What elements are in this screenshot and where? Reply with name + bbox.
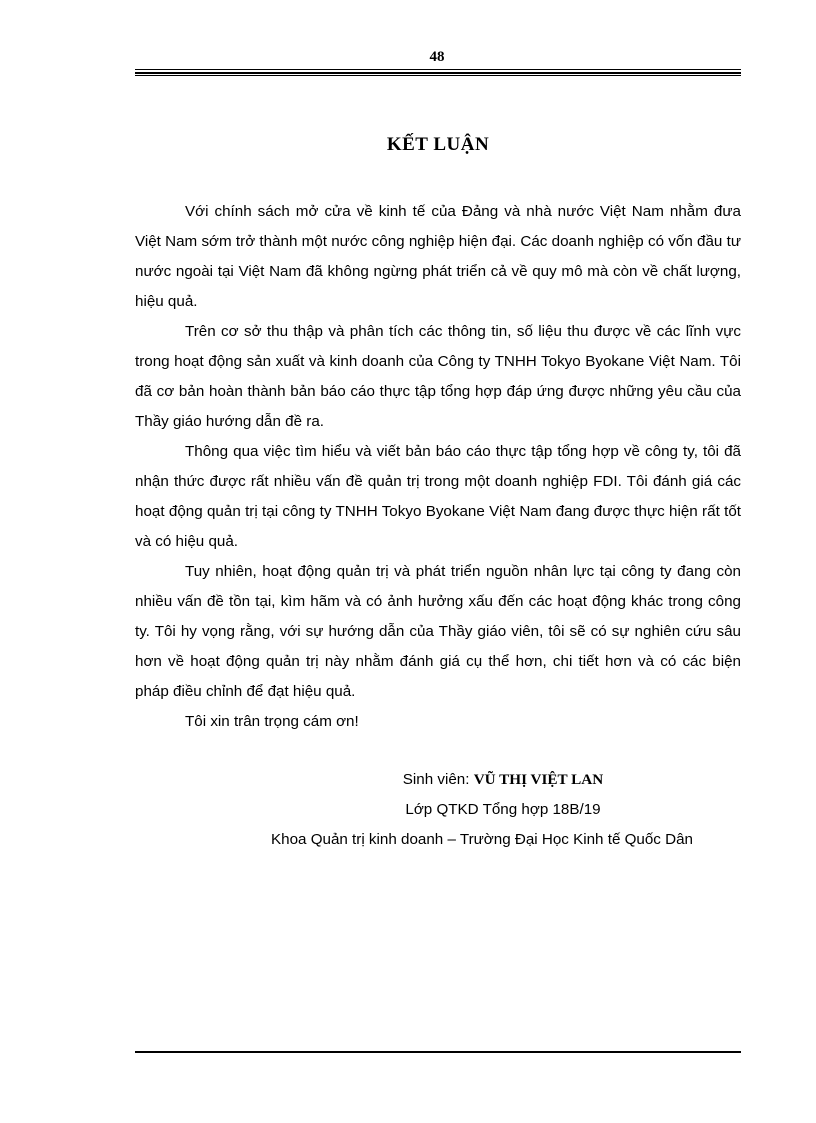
footer-rule <box>135 1051 741 1053</box>
signature-student-line <box>135 765 741 795</box>
header-rule-bottom <box>135 75 741 76</box>
paragraph-3: Thông qua việc tìm hiểu và viết bản báo cáo thực tập tổng hợp về công ty, tôi đã nhận thức được rất nhiều vấn đề quản trị trong một doanh nghiệp FDI. Tôi đánh giá các hoạt động quản trị tại công ty TNHH Tokyo Byokane Việt Nam đang được thực hiện rất tốt và có hiệu quả. <box>135 443 741 550</box>
paragraph-4: Tuy nhiên, hoạt động quản trị và phát triển nguồn nhân lực tại công ty đang còn nhiều vấn đề tồn tại, kìm hãm và có ảnh hưởng xấu đến các hoạt động khác trong công ty. Tôi hy vọng rằng, với sự hướng dẫn của Thầy giáo viên, tôi sẽ có sự nghiên cứu sâu hơn về hoạt động quản trị này nhằm đánh giá cụ thể hơn, chi tiết hơn và có các biện pháp điều chỉnh để đạt hiệu quả. <box>135 563 741 700</box>
paragraph-2: Trên cơ sở thu thập và phân tích các thông tin, số liệu thu được về các lĩnh vực trong hoạt động sản xuất và kinh doanh của Công ty TNHH Tokyo Byokane Việt Nam. Tôi đã cơ bản hoàn thành bản báo cáo thực tập tổng hợp đáp ứng được những yêu cầu của Thầy giáo hướng dẫn đề ra. <box>135 323 741 430</box>
paragraph-5: Tôi xin trân trọng cám ơn! <box>185 713 359 730</box>
conclusion-body <box>135 197 741 737</box>
header-rule-top <box>135 69 741 70</box>
page-title: KẾT LUẬN <box>386 134 490 155</box>
student-faculty: Khoa Quản trị kinh doanh – Trường Đại Học Kinh tế Quốc Dân <box>271 831 693 848</box>
student-name: VŨ THỊ VIỆT LAN <box>473 771 604 788</box>
signature-block <box>135 765 741 855</box>
header-rule-middle <box>135 72 741 74</box>
student-class: Lớp QTKD Tổng hợp 18B/19 <box>405 801 601 818</box>
page-number: 48 <box>429 49 445 65</box>
signature-label: Sinh viên: <box>402 771 470 788</box>
paragraph-1: Với chính sách mở cửa về kinh tế của Đảng và nhà nước Việt Nam nhằm đưa Việt Nam sớm trở thành một nước công nghiệp hiện đại. Các doanh nghiệp có vốn đầu tư nước ngoài tại Việt Nam đã không ngừng phát triển cả về quy mô mà còn về chất lượng, hiệu quả. <box>135 203 741 310</box>
